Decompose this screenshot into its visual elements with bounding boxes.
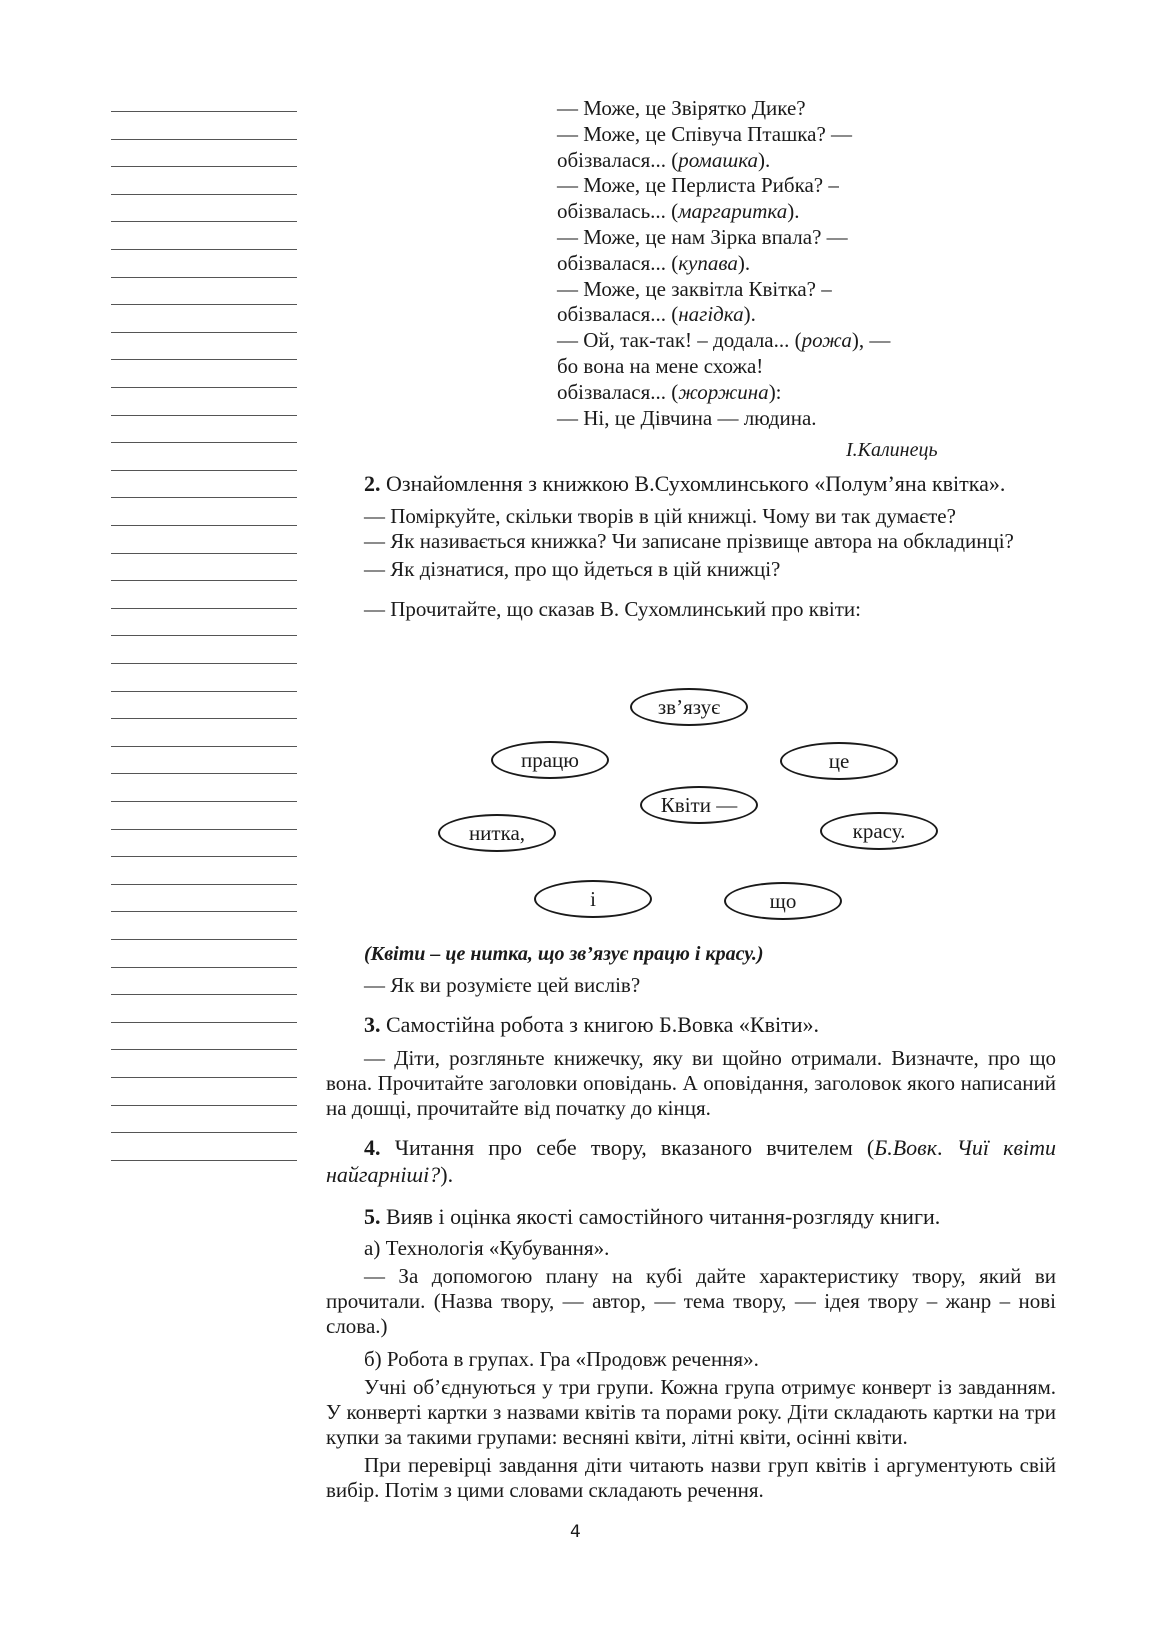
section-3 (326, 1012, 1056, 1121)
margin-rule-line (111, 746, 297, 747)
margin-rule-line (111, 553, 297, 554)
section-4 (326, 1134, 1056, 1188)
margin-rule-line (111, 387, 297, 388)
margin-rule-line (111, 525, 297, 526)
question-how-many-works: — Поміркуйте, скільки творів в цій книжці. Чому ви так думаєте? (364, 504, 956, 528)
margin-rule-line (111, 856, 297, 857)
margin-rule-line (111, 773, 297, 774)
poem-line: — Може, це заквітла Квітка? – (557, 276, 832, 301)
section-3-body: — Діти, розгляньте книжечку, яку ви щойно отримали. Визначте, про що вона. Прочитайте заголовки оповідань. А оповідання, заголовок якого написаний на дошці, прочитайте від початку до кінця. (326, 1046, 1056, 1120)
page-number: 4 (570, 1522, 581, 1542)
poem-line: бо вона на мене схожа! (557, 353, 764, 378)
poem-line: обізвалася... (ромашка). (557, 147, 771, 172)
question-how-to-know: — Як дізнатися, про що йдеться в цій книжці? (364, 557, 781, 581)
poem-line: — Ні, це Дівчина — людина. (557, 405, 817, 430)
ellipse-word-left-upper: працю (491, 741, 609, 779)
section-4-heading: 4. Читання про себе твору, вказаного вчителем (Б.Вовк. Чиї квіти найгарніші?). (326, 1135, 1056, 1187)
poem-line: — Може, це Звірятко Дике? (557, 96, 806, 120)
margin-rule-line (111, 359, 297, 360)
margin-rule-line (111, 1105, 297, 1106)
margin-rule-line (111, 470, 297, 471)
margin-rule-line (111, 304, 297, 305)
margin-rule-line (111, 967, 297, 968)
diagram-answer-block (326, 942, 1056, 998)
margin-rule-line (111, 994, 297, 995)
instruction-read-quote: — Прочитайте, що сказав В. Сухомлинський про квіти: (364, 597, 861, 621)
margin-rule-line (111, 332, 297, 333)
margin-rule-line (111, 829, 297, 830)
section-5-heading: 5. Вияв і оцінка якості самостійного читання-розгляду книги. (364, 1204, 941, 1229)
margin-rule-line (111, 1077, 297, 1078)
margin-rule-line (111, 911, 297, 912)
question-understand: — Як ви розумієте цей вислів? (364, 973, 641, 997)
margin-rule-line (111, 1022, 297, 1023)
poem (557, 96, 890, 431)
poem-line: обізвалася... (нагідка). (557, 302, 756, 327)
poem-line: — Може, це Перлиста Рибка? – (557, 173, 839, 198)
margin-rule-line (111, 939, 297, 940)
section-5 (326, 1204, 1056, 1503)
section-5-item-a-body: — За допомогою плану на кубі дайте характеристику твору, який ви прочитали. (Назва твору, — автор, — тема твору, — ідея твору – жанр – нові слова.) (326, 1264, 1056, 1338)
poem-line: — Може, це Співуча Пташка? — (557, 121, 853, 146)
question-book-title: — Як називається книжка? Чи записане прізвище автора на обкладинці? (364, 529, 1014, 553)
margin-rule-line (111, 884, 297, 885)
margin-rule-line (111, 691, 297, 692)
margin-rule-line (111, 801, 297, 802)
poem-line: — Може, це нам Зірка впала? — (557, 224, 848, 249)
section-3-heading: 3. Самостійна робота з книгою Б.Вовка «Квіти». (364, 1012, 819, 1037)
ellipse-word-right-upper: це (780, 742, 898, 780)
margin-rule-line (111, 1160, 297, 1161)
margin-rule-line (111, 249, 297, 250)
ellipse-word-left-lower: нитка, (438, 814, 556, 852)
section-5-item-b-body: Учні об’єднуються у три групи. Кожна група отримує конверт із завданням. У конверті картки з назвами квітів та порами року. Діти складають картки на три купки за такими групами: весняні квіти, літні квіти, осінні квіти. (326, 1375, 1056, 1449)
diagram-answer: (Квіти – це нитка, що зв’язує працю і красу.) (364, 943, 764, 965)
ellipse-word-center: Квіти — (640, 786, 758, 824)
section-5-item-b: б) Робота в групах. Гра «Продовж речення». (364, 1347, 759, 1371)
poem-line: — Ой, так-так! – додала... (рожа), — (557, 328, 891, 353)
margin-rule-line (111, 497, 297, 498)
margin-rule-line (111, 194, 297, 195)
section-2 (326, 471, 1056, 622)
margin-rule-line (111, 1049, 297, 1050)
margin-rule-line (111, 635, 297, 636)
section-5-item-b-body-2: При перевірці завдання діти читають назви груп квітів і аргументують свій вибір. Потім з цими словами складають речення. (326, 1453, 1056, 1502)
poem-line: обізвалася... (жоржина): (557, 379, 782, 404)
section-5-item-a: а) Технологія «Кубування». (364, 1236, 610, 1260)
margin-rule-line (111, 221, 297, 222)
margin-rule-line (111, 166, 297, 167)
margin-rule-line (111, 718, 297, 719)
poem-line: обізвалась... (маргаритка). (557, 199, 800, 224)
ellipse-word-right-lower: красу. (820, 812, 938, 850)
margin-rule-line (111, 1132, 297, 1133)
margin-rule-line (111, 111, 297, 112)
margin-rule-line (111, 608, 297, 609)
poem-line: обізвалася... (купава). (557, 250, 751, 275)
ellipse-word-top: зв’язує (630, 688, 748, 726)
ellipse-word-bottom-left: і (534, 880, 652, 918)
margin-rule-line (111, 663, 297, 664)
margin-rule-line (111, 580, 297, 581)
margin-rule-line (111, 442, 297, 443)
margin-rule-line (111, 415, 297, 416)
margin-rule-line (111, 139, 297, 140)
poem-author: І.Калинець (846, 439, 938, 461)
ellipse-word-bottom-right: що (724, 882, 842, 920)
section-2-heading: 2. Ознайомлення з книжкою В.Сухомлинського «Полум’яна квітка». (364, 471, 1006, 496)
margin-rule-line (111, 277, 297, 278)
